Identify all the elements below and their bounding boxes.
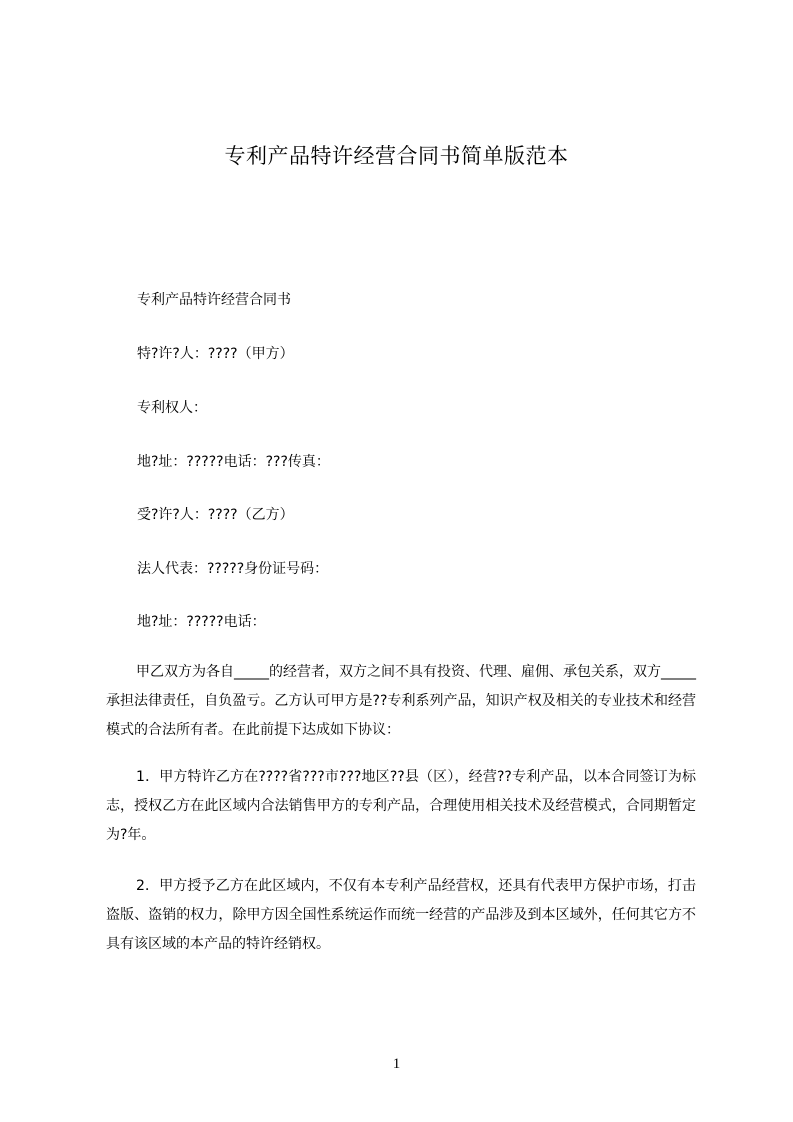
licensee-address-line: 地?址：?????电话： [137,614,266,630]
licensee-line: 受?许?人：????（乙方） [137,507,294,523]
preamble-text: 甲乙双方为各自_____的经营者，双方之间不具有投资、代理、雇佣、承包关系，双方_____承担法律责任，自负盈亏。乙方认可甲方是??专利系列产品，知识产权及相关的专业技术和经营模式的合法所有者。在此前提下达成如下协议： [106,664,696,738]
document-title: 专利产品特许经营合同书简单版范本 [224,144,569,168]
clause-2-paragraph [106,872,696,959]
licensor-address-line: 地?址：?????电话：???传真： [137,454,330,470]
contract-heading: 专利产品特许经营合同书 [137,292,291,308]
legal-representative-line: 法人代表：?????身份证号码： [137,561,329,577]
page-number: 1 [392,1056,401,1072]
preamble-paragraph [106,658,696,745]
licensor-line: 特?许?人：????（甲方） [137,346,294,362]
clause-2-text: 2．甲方授予乙方在此区域内，不仅有本专利产品经营权，还具有代表甲方保护市场，打击盗版、盗销的权力，除甲方因全国性系统运作而统一经营的产品涉及到本区域外，任何其它方不具有该区域的本产品的特许经销权。 [106,878,696,952]
clause-1-paragraph [106,763,696,850]
clause-1-text: 1．甲方特许乙方在????省???市???地区??县（区），经营??专利产品，以本合同签订为标志，授权乙方在此区域内合法销售甲方的专利产品，合理使用相关技术及经营模式，合同期暂定为?年。 [106,769,696,843]
patentee-line: 专利权人： [137,400,207,416]
